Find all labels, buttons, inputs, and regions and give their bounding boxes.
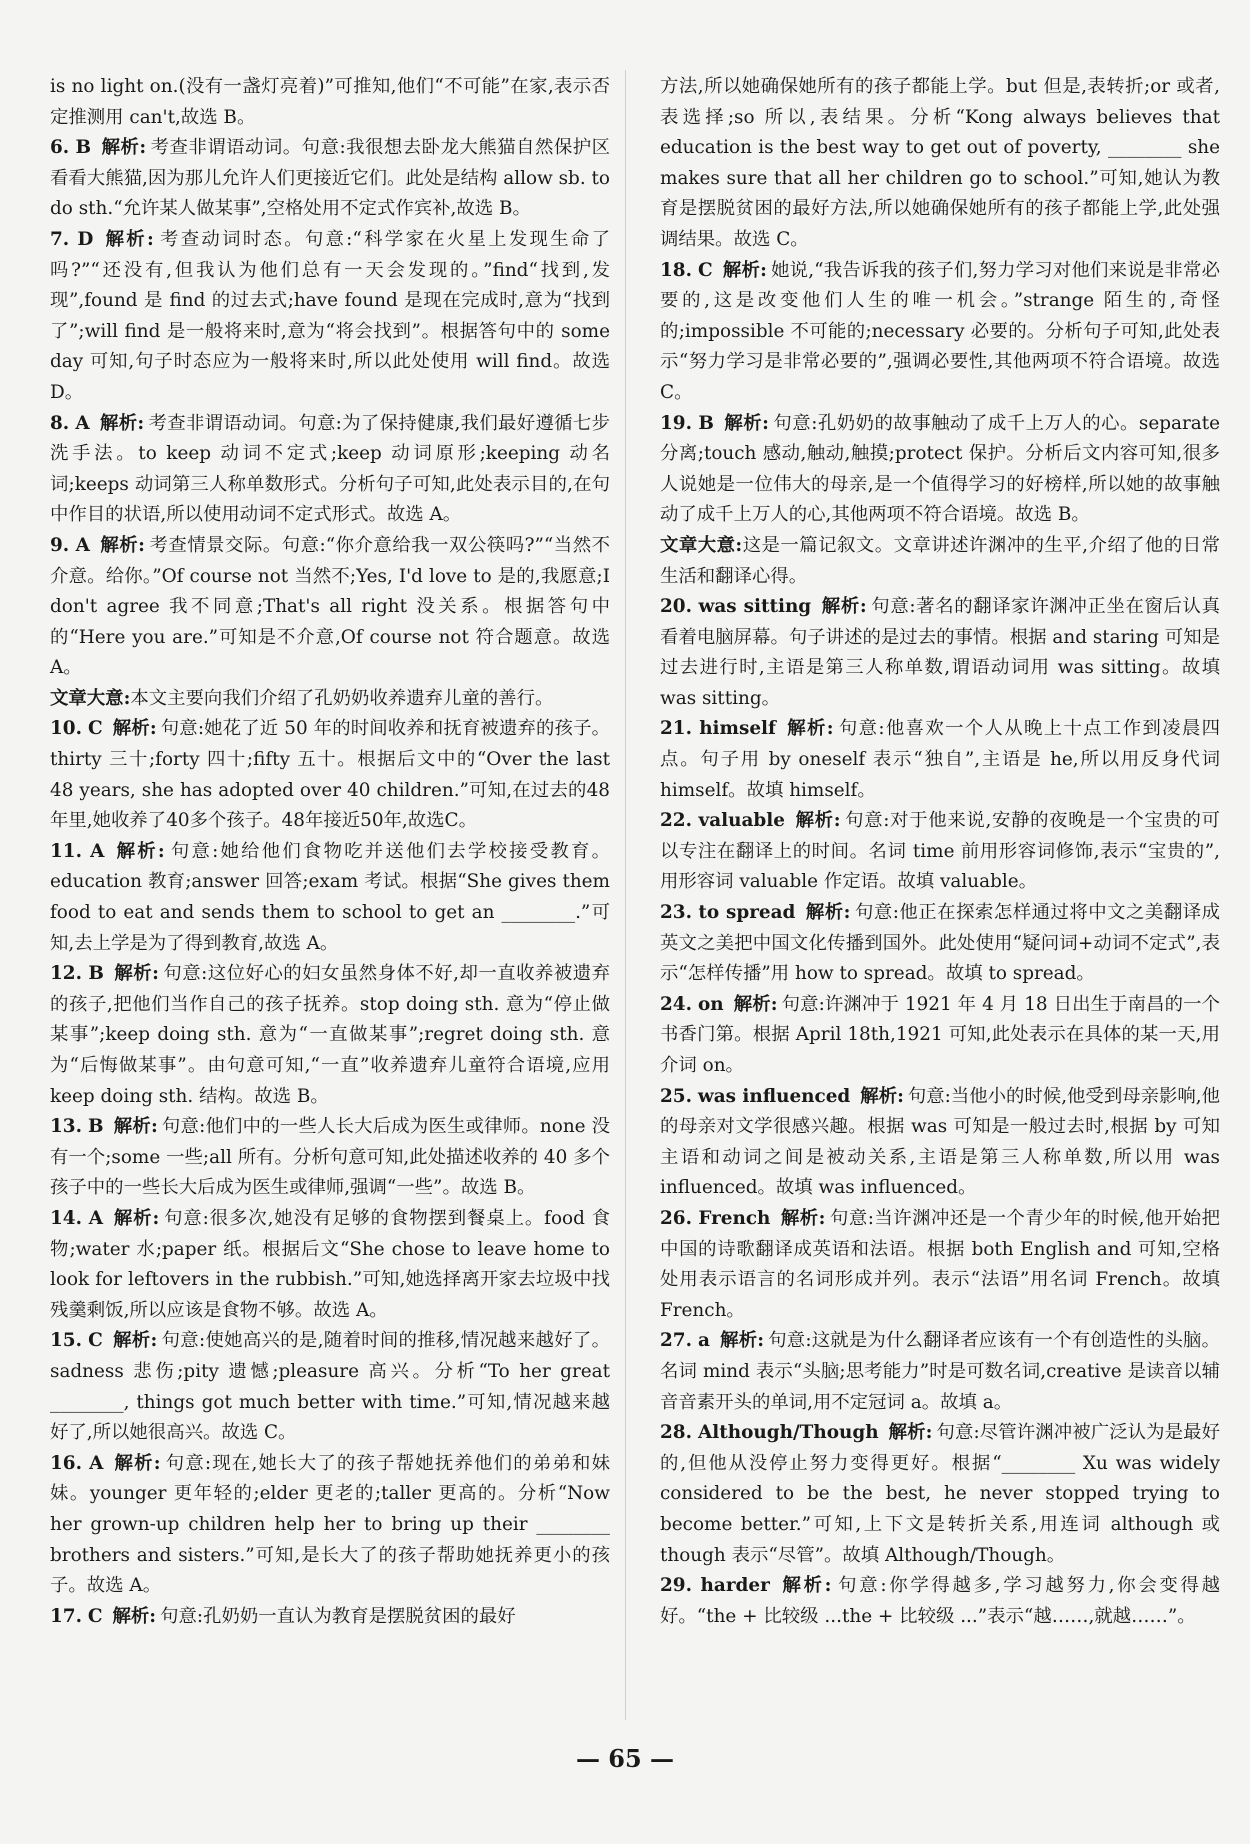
answer-item (50, 1112, 610, 1204)
question-number: 6. (50, 137, 70, 159)
explanation-text: 考查动词时态。句意:“科学家在火星上发现生命了吗?”“还没有,但我认为他们总有一天会发现的。”find“找到,发现”,found 是 find 的过去式;have found 是现在完成时,意为“找到了”;will find 是一般将来时,意为“将会找到”。根据答句中的 some day 可知,句子时态应为一般将来时,所以此处使用 will find。故选 D。 (50, 228, 610, 403)
answer-item (660, 1571, 1220, 1632)
summary-label: 文章大意: (50, 687, 131, 709)
answer-item (660, 592, 1220, 714)
analysis-label: 解析: (113, 1207, 160, 1229)
question-number: 21. (660, 718, 692, 740)
answer-item (660, 806, 1220, 898)
answer-choice: A (89, 1452, 104, 1474)
question-number: 22. (660, 810, 692, 832)
analysis-label: 解析: (112, 718, 157, 740)
answer-item (50, 1204, 610, 1326)
analysis-label: 解析: (112, 1330, 158, 1352)
question-number: 13. (50, 1116, 82, 1138)
answer-choice: B (88, 1116, 104, 1138)
analysis-label: 解析: (719, 1330, 765, 1352)
analysis-label: 解析: (722, 259, 767, 281)
answer-choice: B (698, 412, 714, 434)
explanation-text: 考查非谓语动词。句意:我很想去卧龙大熊猫自然保护区看看大熊猫,因为那儿允许人们更接近它们。此处是结构 allow sb. to do sth.“允许某人做某事”,空格处用不定式作宾补,故选 B。 (50, 137, 610, 220)
answer-choice: French (698, 1207, 771, 1229)
analysis-label: 解析: (99, 412, 145, 434)
explanation-text: 句意:著名的翻译家许渊冲正坐在窗后认真看着电脑屏幕。句子讲述的是过去的事情。根据 and staring 可知是过去进行时,主语是第三人称单数,谓语动词用 was sitting。故填 was sitting。 (660, 596, 1220, 709)
question-number: 20. (660, 596, 692, 618)
answer-item (660, 409, 1220, 531)
analysis-label: 解析: (821, 596, 867, 618)
answer-item (50, 409, 610, 531)
right-column (660, 72, 1220, 1632)
question-number: 12. (50, 963, 82, 985)
question-number: 16. (50, 1452, 82, 1474)
answer-choice: valuable (698, 810, 785, 832)
answer-item (660, 990, 1220, 1082)
explanation-text: 句意:尽管许渊冲被广泛认为是最好的,但他从没停止努力变得更好。根据“________ Xu was widely considered to be the best, he never stopped trying to become better.”可知,上下文是转折关系,用连词 although 或 though 表示“尽管”。故填 Although/Though。 (660, 1422, 1220, 1566)
analysis-label: 解析: (794, 810, 841, 832)
analysis-label: 解析: (733, 993, 778, 1015)
page-number: — 65 — (575, 1744, 675, 1773)
explanation-text: 句意:这位好心的妇女虽然身体不好,却一直收养被遗弃的孩子,把他们当作自己的孩子抚养。stop doing sth. 意为“停止做某事”;keep doing sth. 意为“一直做某事”;regret doing sth. 意为“后悔做某事”。由句意可知,“一直”收养遗弃儿童符合语境,应用 keep doing sth. 结构。故选 B。 (50, 963, 610, 1107)
explanation-text: 句意:他正在探索怎样通过将中文之美翻译成英文之美把中国文化传播到国外。此处使用“疑问词+动词不定式”,表示“怎样传播”用 how to spread。故填 to spread。 (660, 902, 1220, 985)
analysis-label: 解析: (860, 1085, 904, 1107)
answer-choice: himself (699, 718, 776, 740)
question-number: 8. (50, 412, 70, 434)
answer-choice: C (88, 1330, 103, 1352)
answer-item (660, 1326, 1220, 1418)
question-number: 11. (50, 840, 82, 862)
analysis-label: 解析: (780, 1207, 826, 1229)
explanation-text: 句意:他喜欢一个人从晚上十点工作到凌晨四点。句子用 by oneself 表示“独自”,主语是 he,所以用反身代词 himself。故填 himself。 (660, 718, 1220, 801)
analysis-label: 解析: (99, 534, 145, 556)
question-number: 26. (660, 1207, 692, 1229)
answer-item (660, 714, 1220, 806)
summary-label: 文章大意: (660, 534, 743, 556)
explanation-text: 句意:他们中的一些人长大后成为医生或律师。none 没有一个;some 一些;all 所有。分析句意可知,此处描述收养的 40 多个孩子中的一些长大后成为医生或律师,强调“一些”。故选 B。 (50, 1116, 610, 1199)
analysis-label: 解析: (101, 137, 147, 159)
answer-item (660, 1082, 1220, 1204)
answer-item (50, 72, 610, 133)
answer-choice: A (75, 534, 90, 556)
answer-choice: Although/Though (697, 1422, 879, 1444)
question-number: 19. (660, 412, 692, 434)
explanation-text: 她说,“我告诉我的孩子们,努力学习对他们来说是非常必要的,这是改变他们人生的唯一机会。”strange 陌生的,奇怪的;impossible 不可能的;necessary 必要的。分析句子可知,此处表示“努力学习是非常必要的”,强调必要性,其他两项不符合语境。故选 C。 (660, 259, 1220, 403)
question-number: 25. (660, 1085, 692, 1107)
question-number: 27. (660, 1330, 692, 1352)
answer-choice: B (88, 963, 104, 985)
analysis-label: 解析: (805, 902, 851, 924)
analysis-label: 解析: (113, 963, 159, 985)
explanation-text: 考查非谓语动词。句意:为了保持健康,我们最好遵循七步洗手法。to keep 动词不定式;keep 动词原形;keeping 动名词;keeps 动词第三人称单数形式。分析句子可知,此处表示目的,在句中作目的状语,所以使用动词不定式形式。故选 A。 (50, 412, 610, 526)
answer-item (50, 1602, 610, 1633)
analysis-label: 解析: (103, 228, 154, 250)
answer-item (50, 837, 610, 959)
question-number: 28. (660, 1422, 692, 1444)
answer-item (50, 531, 610, 684)
answer-choice: a (698, 1330, 710, 1352)
explanation-text: 本文主要向我们介绍了孔奶奶收养遗弃儿童的善行。 (130, 687, 554, 709)
answer-item (660, 1418, 1220, 1571)
analysis-label: 解析: (723, 412, 769, 434)
explanation-text: 句意:很多次,她没有足够的食物摆到餐桌上。food 食物;water 水;paper 纸。根据后文“She chose to leave home to look for leftovers in the rubbish.”可知,她选择离开家去垃圾中找残羹剩饭,所以应该是食物不够。故选 A。 (50, 1207, 610, 1321)
question-number: 23. (660, 902, 692, 924)
article-summary (660, 531, 1220, 592)
explanation-text: is no light on.(没有一盏灯亮着)”可推知,他们“不可能”在家,表示否定推测用 can't,故选 B。 (50, 76, 610, 128)
question-number: 17. (50, 1605, 82, 1627)
explanation-text: 句意:她花了近 50 年的时间收养和抚育被遗弃的孩子。thirty 三十;forty 四十;fifty 五十。根据后文中的“Over the last 48 years, she has adopted over 40 children.”可知,在过去的48年里,她收养了40多个孩子。48年接近50年,故选C。 (50, 718, 610, 832)
answer-item (660, 1204, 1220, 1326)
explanation-text: 句意:对于他来说,安静的夜晚是一个宝贵的可以专注在翻译上的时间。名词 time 前用形容词修饰,表示“宝贵的”,用形容词 valuable 作定语。故填 valuable。 (660, 810, 1220, 893)
answer-choice: B (75, 137, 92, 159)
answer-choice: on (697, 993, 724, 1015)
explanation-text: 句意:当他小的时候,他受到母亲影响,他的母亲对文学很感兴趣。根据 was 可知是一般过去时,根据 by 可知主语和动词之间是被动关系,主语是第三人称单数,所以用 was influenced。故填 was influenced。 (660, 1085, 1221, 1199)
answer-item (50, 1326, 610, 1448)
answer-choice: A (90, 840, 105, 862)
answer-item (50, 1449, 610, 1602)
question-number: 7. (50, 228, 70, 250)
analysis-label: 解析: (112, 1605, 157, 1627)
answer-choice: A (88, 1207, 104, 1229)
question-number: 18. (660, 259, 692, 281)
analysis-label: 解析: (785, 718, 834, 740)
answer-choice: harder (700, 1575, 770, 1597)
left-column (50, 72, 610, 1632)
explanation-text: 句意:当许渊冲还是一个青少年的时候,他开始把中国的诗歌翻译成英语和法语。根据 both English and 可知,空格处用表示语言的名词形成并列。表示“法语”用名词 French。故填 French。 (660, 1207, 1220, 1321)
analysis-label: 解析: (779, 1575, 832, 1597)
answer-choice: to spread (698, 902, 796, 924)
column-divider (625, 70, 626, 1720)
analysis-label: 解析: (113, 1452, 161, 1474)
explanation-text: 句意:现在,她长大了的孩子帮她抚养他们的弟弟和妹妹。younger 更年轻的;elder 更老的;taller 更高的。分析“Now her grown-up children help her to bring up their ________ brothers and sisters.”可知,是长大了的孩子帮助她抚养更小的孩子。故选 A。 (50, 1452, 611, 1597)
explanation-text: 句意:使她高兴的是,随着时间的推移,情况越来越好了。sadness 悲伤;pity 遗憾;pleasure 高兴。分析“To her great ________, things got much better with time.”可知,情况越来越好了,所以她很高兴。故选 C。 (50, 1330, 610, 1444)
explanation-text: 句意:许渊冲于 1921 年 4 月 18 日出生于南昌的一个书香门第。根据 April 18th,1921 可知,此处表示在具体的某一天,用介词 on。 (660, 993, 1220, 1076)
answer-choice: was sitting (698, 596, 812, 618)
question-number: 10. (50, 718, 82, 740)
answer-item (50, 225, 610, 409)
explanation-text: 考查情景交际。句意:“你介意给我一双公筷吗?”“当然不介意。给你。”Of course not 当然不;Yes, I'd love to 是的,我愿意;I don't agree 我不同意;That's all right 没关系。根据答句中的“Here you are.”可知是不介意,Of course not 符合题意。故选 A。 (50, 534, 610, 679)
answer-item (50, 133, 610, 225)
explanation-text: 句意:这就是为什么翻译者应该有一个有创造性的头脑。名词 mind 表示“头脑;思考能力”时是可数名词,creative 是读音以辅音音素开头的单词,用不定冠词 a。故填 a。 (660, 1330, 1220, 1413)
answer-choice: C (87, 1605, 103, 1627)
answer-item (50, 959, 610, 1112)
answer-item (50, 714, 610, 836)
answer-choice: A (75, 412, 90, 434)
analysis-label: 解析: (114, 840, 165, 862)
question-number: 15. (50, 1330, 82, 1352)
explanation-text: 这是一篇记叙文。文章讲述许渊冲的生平,介绍了他的日常生活和翻译心得。 (660, 534, 1220, 587)
analysis-label: 解析: (888, 1422, 933, 1444)
explanation-text: 句意:孔奶奶的故事触动了成千上万人的心。separate 分离;touch 感动,触动,触摸;protect 保护。分析后文内容可知,很多人说她是一位伟大的母亲,是一个值得学习的好榜样,所以她的故事触动了成千上万人的心,其他两项不符合语境。故选 B。 (660, 412, 1220, 526)
answer-choice: D (77, 228, 94, 250)
question-number: 29. (660, 1575, 692, 1597)
explanation-text: 方法,所以她确保她所有的孩子都能上学。but 但是,表转折;or 或者,表选择;so 所以,表结果。分析“Kong always believes that education is the best way to get out of poverty, ________ she makes sure that all her children go to school.”可知,她认为教育是摆脱贫困的最好方法,所以她确保她所有的孩子都能上学,此处强调结果。故选 C。 (660, 76, 1220, 250)
explanation-text: 句意:她给他们食物吃并送他们去学校接受教育。education 教育;answer 回答;exam 考试。根据“She gives them food to eat and sends them to school to get an ________.”可知,去上学是为了得到教育,故选 A。 (50, 840, 610, 954)
answer-choice: C (698, 259, 713, 281)
article-summary (50, 684, 610, 715)
question-number: 24. (660, 993, 692, 1015)
analysis-label: 解析: (113, 1116, 158, 1138)
answer-choice: was influenced (697, 1085, 851, 1107)
explanation-text: 句意:你学得越多,学习越努力,你会变得越好。“the + 比较级 ...the + 比较级 ...”表示“越……,就越……”。 (660, 1575, 1220, 1627)
answer-choice: C (88, 718, 103, 740)
answer-item (660, 256, 1220, 409)
question-number: 14. (50, 1207, 82, 1229)
question-number: 9. (50, 534, 70, 556)
explanation-text: 句意:孔奶奶一直认为教育是摆脱贫困的最好 (160, 1605, 516, 1627)
answer-item (660, 72, 1220, 256)
answer-item (660, 898, 1220, 990)
